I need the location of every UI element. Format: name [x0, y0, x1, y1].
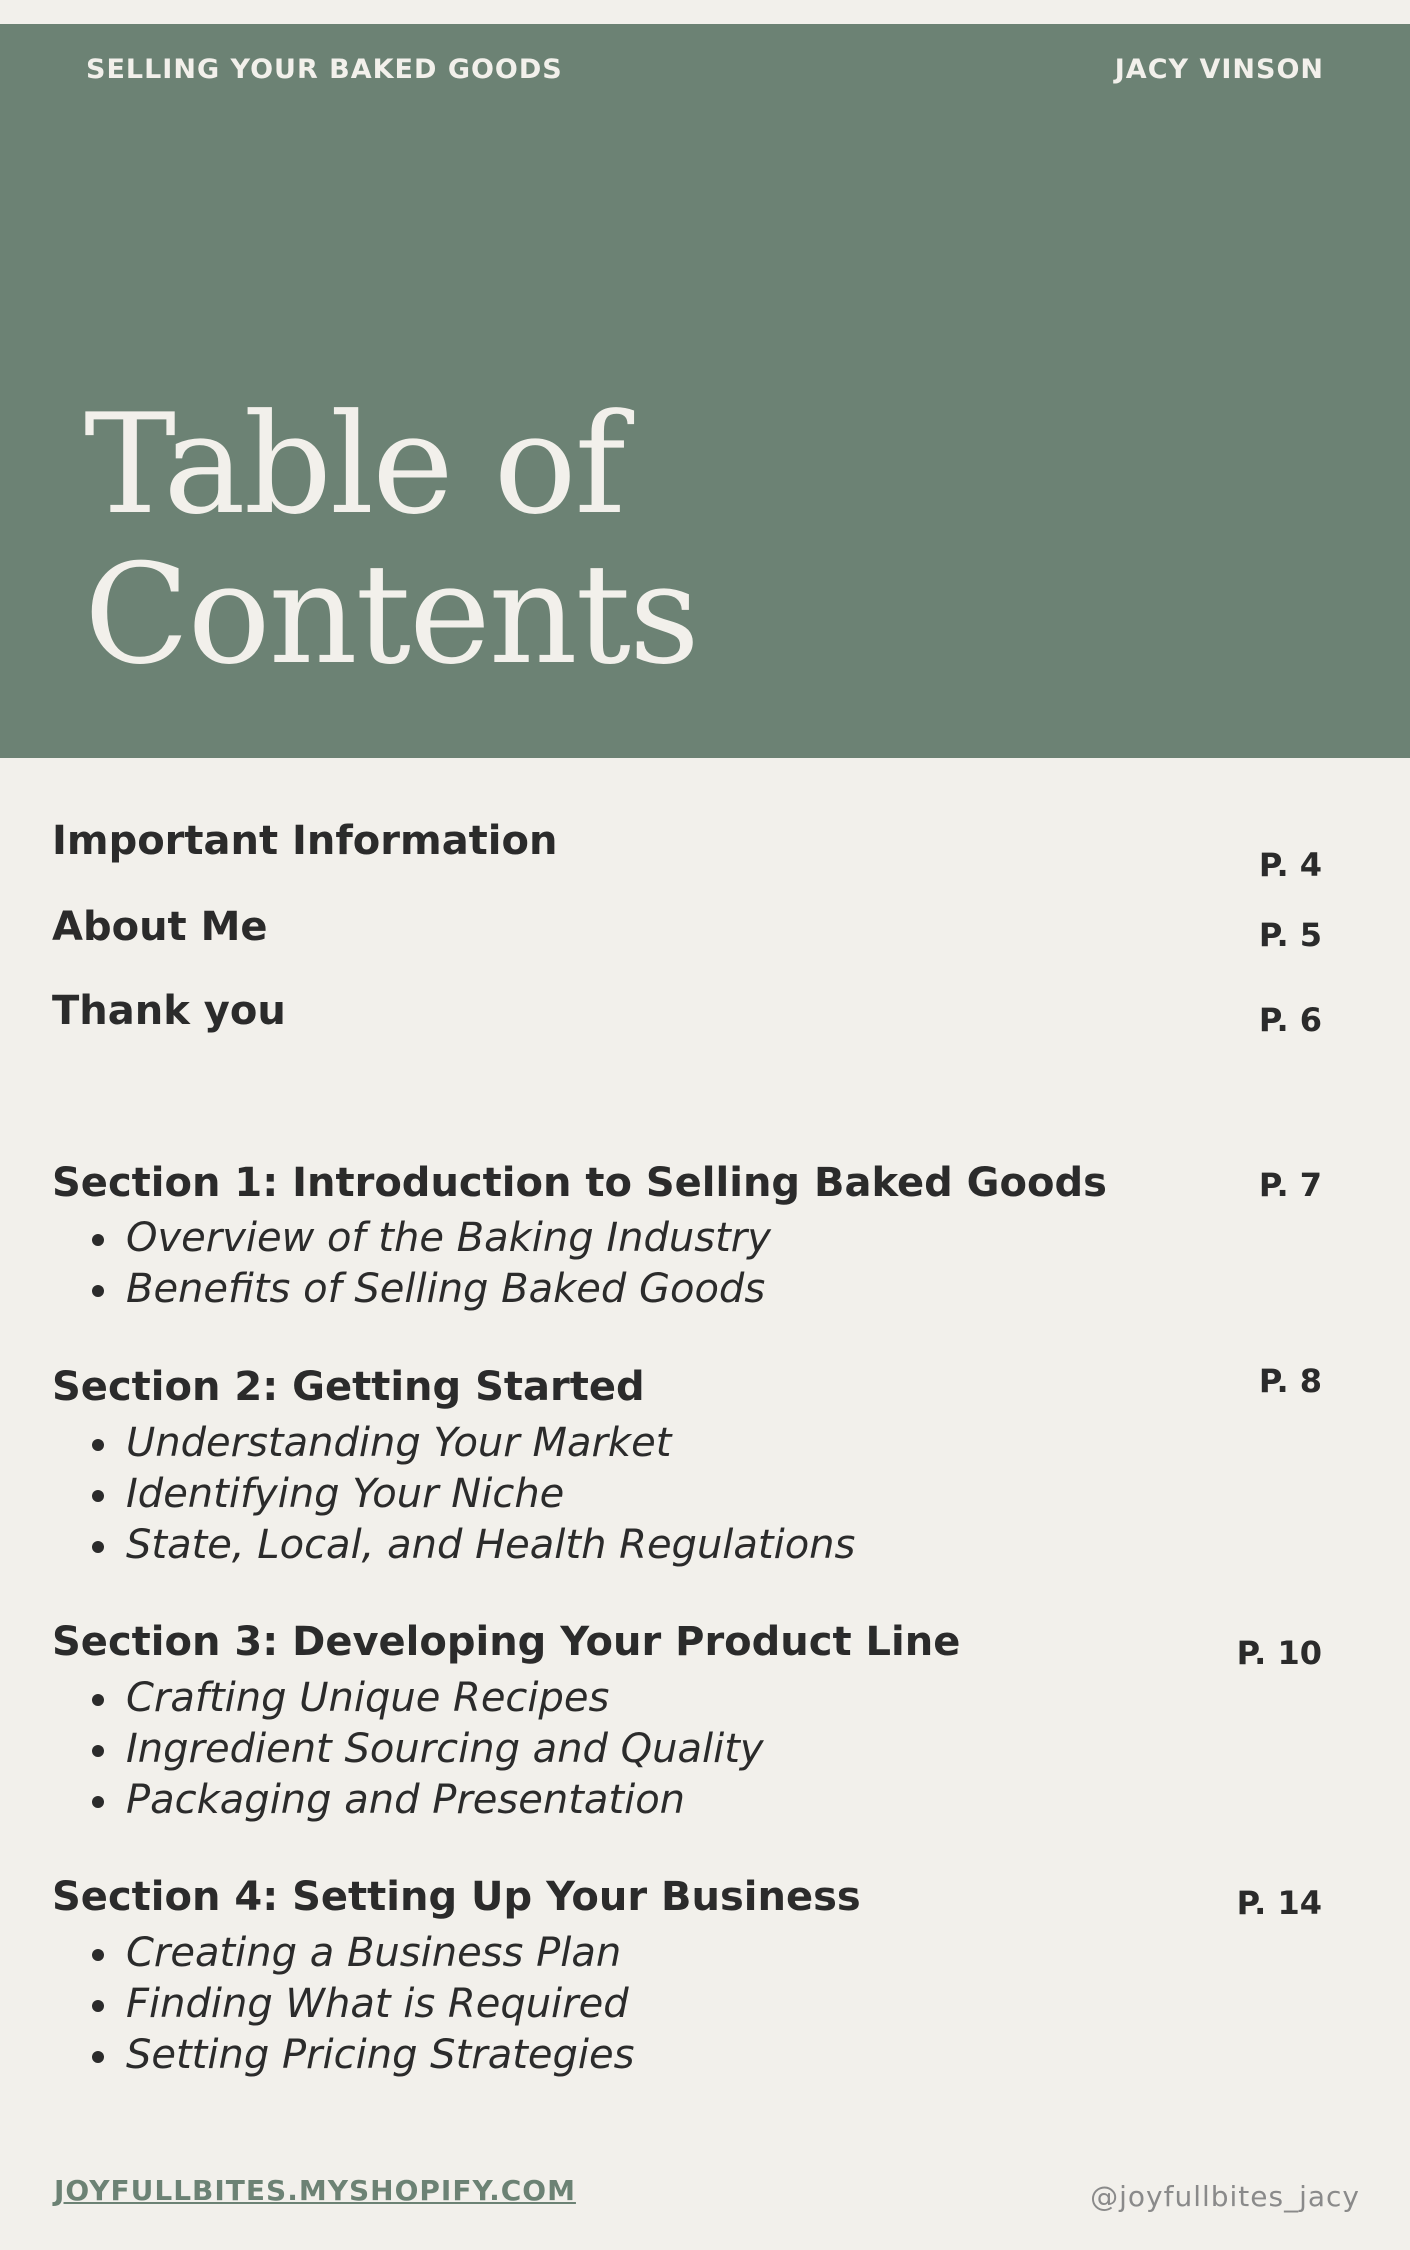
list-item-label: Overview of the Baking Industry — [126, 1215, 771, 1261]
bullet-icon — [92, 2051, 104, 2063]
bullet-icon — [92, 1234, 104, 1246]
list-item-label: Ingredient Sourcing and Quality — [126, 1726, 764, 1772]
bullet-icon — [92, 1490, 104, 1502]
list-item-label: Benefits of Selling Baked Goods — [126, 1266, 766, 1312]
list-item-label: State, Local, and Health Regulations — [126, 1522, 856, 1568]
list-item[interactable] — [88, 1724, 764, 1775]
toc-section-1-page: P. 7 — [1258, 1166, 1322, 1204]
list-item-label: Setting Pricing Strategies — [126, 2032, 635, 2078]
list-item[interactable] — [88, 1264, 771, 1315]
bullet-icon — [92, 2000, 104, 2012]
toc-section-4-page: P. 14 — [1236, 1884, 1322, 1922]
list-item-label: Understanding Your Market — [126, 1420, 672, 1466]
toc-page-about-me: P. 5 — [1258, 916, 1322, 954]
toc-section-1-title[interactable]: Section 1: Introduction to Selling Baked Goods — [52, 1160, 1107, 1206]
book-title: SELLING YOUR BAKED GOODS — [86, 54, 563, 85]
toc-section-3-title[interactable]: Section 3: Developing Your Product Line — [52, 1619, 961, 1665]
toc-entry-about-me[interactable]: About Me — [52, 904, 268, 950]
list-item[interactable] — [88, 1979, 634, 2030]
toc-page-thank-you: P. 6 — [1258, 1001, 1322, 1039]
list-item-label: Packaging and Presentation — [126, 1777, 686, 1823]
page-title-line-2: Contents — [84, 534, 698, 695]
toc-section-3-items — [88, 1673, 764, 1826]
toc-entry-important-information[interactable]: Important Information — [52, 818, 558, 864]
toc-section-1-items — [88, 1213, 771, 1315]
toc-section-2-page: P. 8 — [1258, 1362, 1322, 1400]
bullet-icon — [92, 1694, 104, 1706]
bullet-icon — [92, 1796, 104, 1808]
toc-section-4-title[interactable]: Section 4: Setting Up Your Business — [52, 1874, 861, 1920]
list-item[interactable] — [88, 1469, 855, 1520]
toc-section-2-title[interactable]: Section 2: Getting Started — [52, 1364, 645, 1410]
bullet-icon — [92, 1541, 104, 1553]
list-item-label: Identifying Your Niche — [126, 1471, 565, 1517]
website-link[interactable]: JOYFULLBITES.MYSHOPIFY.COM — [54, 2174, 576, 2207]
list-item[interactable] — [88, 1775, 764, 1826]
toc-entry-thank-you[interactable]: Thank you — [52, 988, 286, 1034]
toc-section-2-items — [88, 1418, 855, 1571]
list-item-label: Crafting Unique Recipes — [126, 1675, 610, 1721]
page-title — [84, 384, 698, 695]
toc-section-3-page: P. 10 — [1236, 1634, 1322, 1672]
list-item[interactable] — [88, 1673, 764, 1724]
page-title-line-1: Table of — [84, 384, 624, 545]
list-item[interactable] — [88, 1928, 634, 1979]
list-item[interactable] — [88, 1520, 855, 1571]
list-item-label: Finding What is Required — [126, 1981, 629, 2027]
bullet-icon — [92, 1745, 104, 1757]
list-item[interactable] — [88, 1213, 771, 1264]
toc-page-important-information: P. 4 — [1258, 846, 1322, 884]
bullet-icon — [92, 1285, 104, 1297]
bullet-icon — [92, 1439, 104, 1451]
toc-section-4-items — [88, 1928, 634, 2081]
list-item-label: Creating a Business Plan — [126, 1930, 622, 1976]
bullet-icon — [92, 1949, 104, 1961]
social-handle: @joyfullbites_jacy — [1090, 2180, 1360, 2213]
author-name: JACY VINSON — [1114, 54, 1324, 85]
list-item[interactable] — [88, 2030, 634, 2081]
list-item[interactable] — [88, 1418, 855, 1469]
